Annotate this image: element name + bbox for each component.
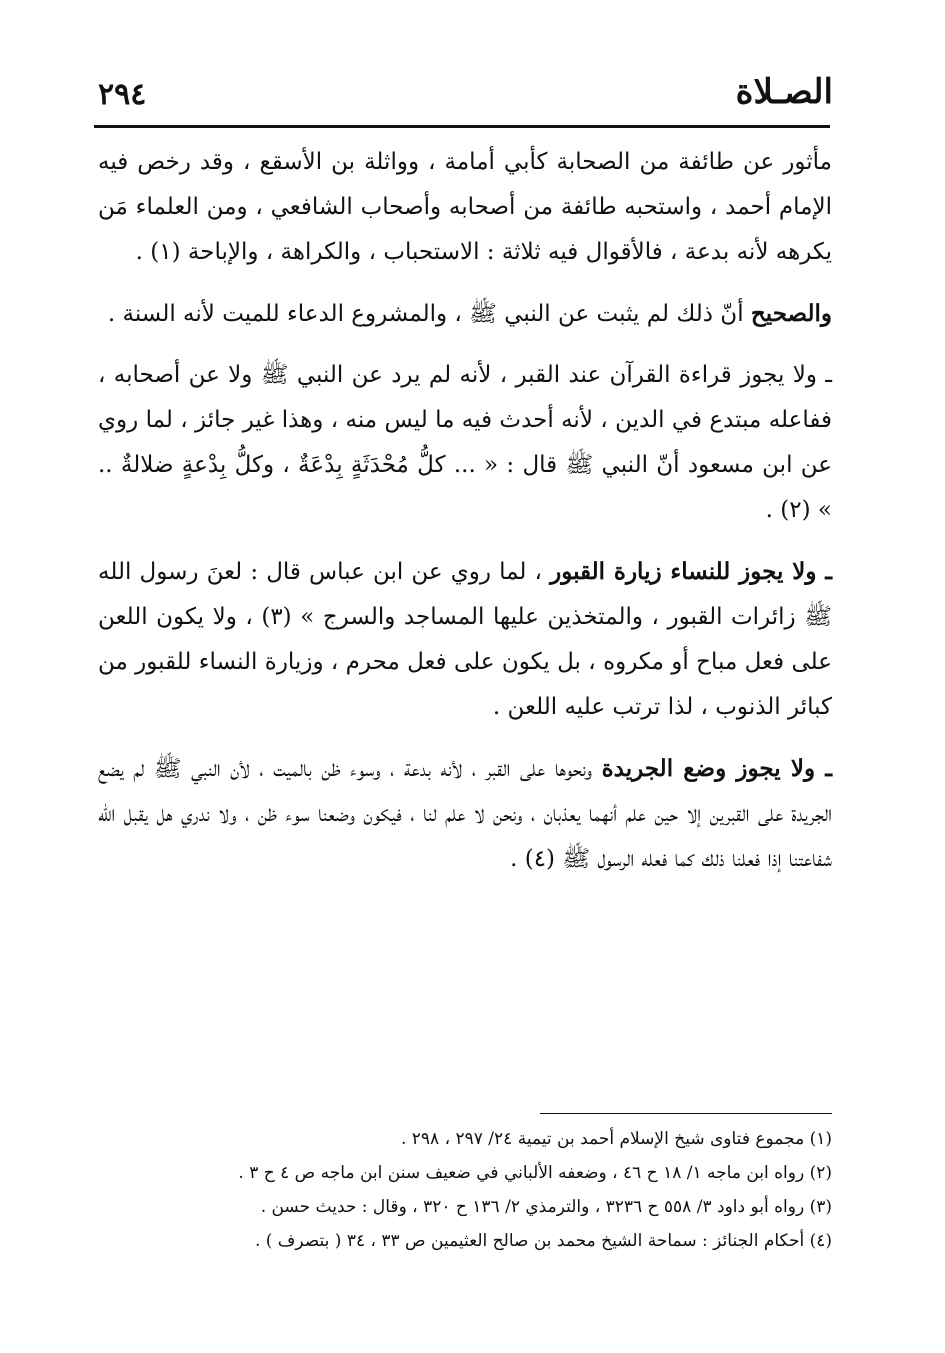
chapter-title: الصـلاة	[735, 72, 833, 112]
paragraph-2	[98, 291, 832, 337]
paragraph-text: أنّ ذلك لم يثبت عن النبي ﷺ ، والمشروع الدعاء للميت لأنه السنة .	[107, 301, 744, 327]
main-text	[98, 140, 832, 898]
footnote-3: (٣) رواه أبو داود ٣/ ٥٥٨ ح ٣٢٣٦ ، والترمذي ٢/ ١٣٦ ح ٣٢٠ ، وقال : حديث حسن .	[260, 1197, 832, 1217]
paragraph-3	[98, 353, 832, 533]
running-header	[98, 66, 833, 112]
paragraph-1	[98, 140, 832, 275]
paragraph-4	[98, 549, 832, 730]
paragraph-lead: ـ ولا يجوز وضع الجريدة	[601, 755, 833, 782]
paragraph-text: ـ ولا يجوز قراءة القرآن عند القبر ، لأنه لم يرد عن النبي ﷺ ولا عن أصحابه ، ففاعله مبتدع في الدين ، لأنه أحدث فيه ما ليس منه ، وهذا غير جائز ، لما روي عن ابن مسعود أنّ النبي ﷺ قال : « ... كلُّ مُحْدَثَةٍ بِدْعَةٌ ، وكلُّ بِدْعةٍ ضلالةٌ .. » (٢) .	[98, 362, 832, 523]
footnotes	[98, 1122, 832, 1258]
paragraph-lead: والصحيح	[750, 300, 832, 327]
page-number: ٢٩٤	[98, 77, 147, 112]
paragraph-text: ونحوها على القبر ، لأنه بدعة ، وسوء ظن بالميت ، لأن النبي ﷺ لم يضع الجريدة على القبرين إلا حين علم أنهما يعذبان ، ونحن لا علم لنا ، فيكون وضعنا سوء ظن ، ولا ندري هل يقبل الله شفاعتنا إذا فعلنا ذلك كما فعله الرسول ﷺ (٤) .	[98, 756, 832, 872]
paragraph-text: مأثور عن طائفة من الصحابة كأبي أمامة ، وواثلة بن الأسقع ، وقد رخص فيه الإمام أحمد ، واستحبه طائفة من أصحابه وأصحاب الشافعي ، ومن العلماء مَن يكرهه لأنه بدعة ، فالأقوال فيه ثلاثة : الاستحباب ، والكراهة ، والإباحة (١) .	[98, 149, 832, 265]
paragraph-lead: ـ ولا يجوز للنساء زيارة القبور	[550, 558, 832, 585]
footnote-1: (١) مجموع فتاوى شيخ الإسلام أحمد بن تيمية ٢٤/ ٢٩٧ ، ٢٩٨ .	[400, 1129, 832, 1149]
footnote-2: (٢) رواه ابن ماجه ١/ ١٨ ح ٤٦ ، وضعفه الألباني في ضعيف سنن ابن ماجه ص ٤ ح ٣ .	[238, 1163, 832, 1183]
paragraph-text: ، لما روي عن ابن عباس قال : لعنَ رسول الله ﷺ زائرات القبور ، والمتخذين عليها المساجد والسرج » (٣) ، ولا يكون اللعن على فعل مباح أو مكروه ، بل يكون على فعل محرم ، وزيارة النساء للقبور من كبائر الذنوب ، لذا ترتب عليه اللعن .	[98, 559, 832, 720]
header-rule	[94, 125, 830, 128]
footnote-rule	[540, 1113, 832, 1114]
paragraph-5	[98, 746, 832, 882]
footnote-4: (٤) أحكام الجنائز : سماحة الشيخ محمد بن صالح العثيمين ص ٣٣ ، ٣٤ ( بتصرف ) .	[254, 1231, 832, 1251]
